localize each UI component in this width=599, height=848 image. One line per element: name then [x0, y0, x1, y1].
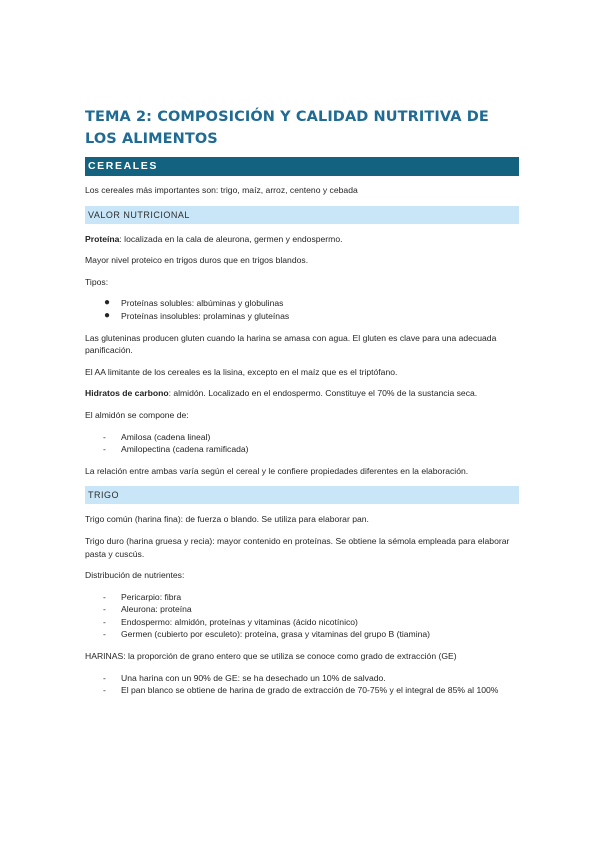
list-item: - Una harina con un 90% de GE: se ha desechado un 10% de salvado. — [103, 672, 386, 683]
list-item: - Amilosa (cadena lineal) — [103, 431, 211, 442]
dash-icon: - — [103, 591, 106, 602]
trigo-comun-paragraph: Trigo común (harina fina): de fuerza o blando. Se utiliza para elaborar pan. — [85, 514, 369, 525]
section-heading-cereales: CEREALES — [85, 157, 519, 176]
proteina-label: Proteína — [85, 233, 120, 244]
mayor-nivel-paragraph: Mayor nivel proteico en trigos duros que en trigos blandos. — [85, 255, 309, 266]
list-item: - Pericarpio: fibra — [103, 591, 182, 602]
intro-paragraph: Los cereales más importantes son: trigo, maíz, arroz, centeno y cebada — [85, 185, 358, 195]
list-item: ● Proteínas solubles: albúminas y globulinas — [104, 297, 284, 309]
subheading-valor-nutricional: VALOR NUTRICIONAL — [85, 206, 519, 224]
bullet-icon: ● — [104, 297, 111, 309]
list-item: ● Proteínas insolubles: prolaminas y gluteínas — [104, 309, 290, 321]
relacion-paragraph: La relación entre ambas varía según el cereal y le confiere propiedades diferentes en la elaboración. — [85, 465, 469, 476]
document-content — [85, 106, 519, 706]
hidratos-text: : almidón. Localizado en el endospermo. Constituye el 70% de la sustancia seca. — [168, 388, 478, 399]
almidon-paragraph: El almidón se compone de: — [85, 409, 189, 420]
list-item: - Germen (cubierto por esculeto): proteína, grasa y vitaminas del grupo B (tiamina) — [103, 629, 431, 640]
document-title: TEMA 2: COMPOSICIÓN Y CALIDAD NUTRITIVA DE LOS ALIMENTOS — [85, 109, 489, 147]
subheading-trigo: TRIGO — [85, 486, 519, 504]
dash-icon: - — [103, 616, 106, 627]
hidratos-paragraph — [85, 387, 519, 400]
tipos-paragraph: Tipos: — [85, 276, 109, 287]
bullet-icon: ● — [104, 309, 111, 321]
list-item: - Aleurona: proteína — [103, 604, 192, 615]
dash-icon: - — [103, 444, 106, 455]
almidon-list — [85, 431, 519, 456]
trigo-duro-paragraph: Trigo duro (harina gruesa y recia): mayor contenido en proteínas. Se obtiene la sémola empleada para elaborar pasta y cuscús. — [85, 535, 510, 559]
proteina-paragraph — [85, 233, 519, 246]
proteina-text: : localizada en la cala de aleurona, germen y endospermo. — [119, 233, 343, 244]
harinas-list — [85, 672, 519, 697]
dash-icon: - — [103, 672, 106, 683]
dash-icon: - — [103, 604, 106, 615]
list-item: - Endospermo: almidón, proteínas y vitaminas (ácido nicotínico) — [103, 616, 358, 627]
gluteninas-paragraph: Las gluteninas producen gluten cuando la harina se amasa con agua. El gluten es clave para una adecuada panificación. — [85, 332, 497, 356]
tipos-list — [85, 297, 519, 322]
distribucion-paragraph: Distribución de nutrientes: — [85, 570, 185, 581]
harinas-paragraph: HARINAS: la proporción de grano entero que se utiliza se conoce como grado de extracción (GE) — [85, 651, 457, 662]
dash-icon: - — [103, 629, 106, 640]
dash-icon: - — [103, 685, 106, 696]
list-item: - Amilopectina (cadena ramificada) — [103, 444, 249, 455]
distribucion-list — [85, 591, 519, 641]
aa-limitante-paragraph: El AA limitante de los cereales es la lisina, excepto en el maíz que es el triptófano. — [85, 366, 398, 377]
list-item: - El pan blanco se obtiene de harina de grado de extracción de 70-75% y el integral de 85% al 100% — [103, 685, 499, 696]
dash-icon: - — [103, 431, 106, 442]
hidratos-label: Hidratos de carbono — [85, 388, 169, 399]
